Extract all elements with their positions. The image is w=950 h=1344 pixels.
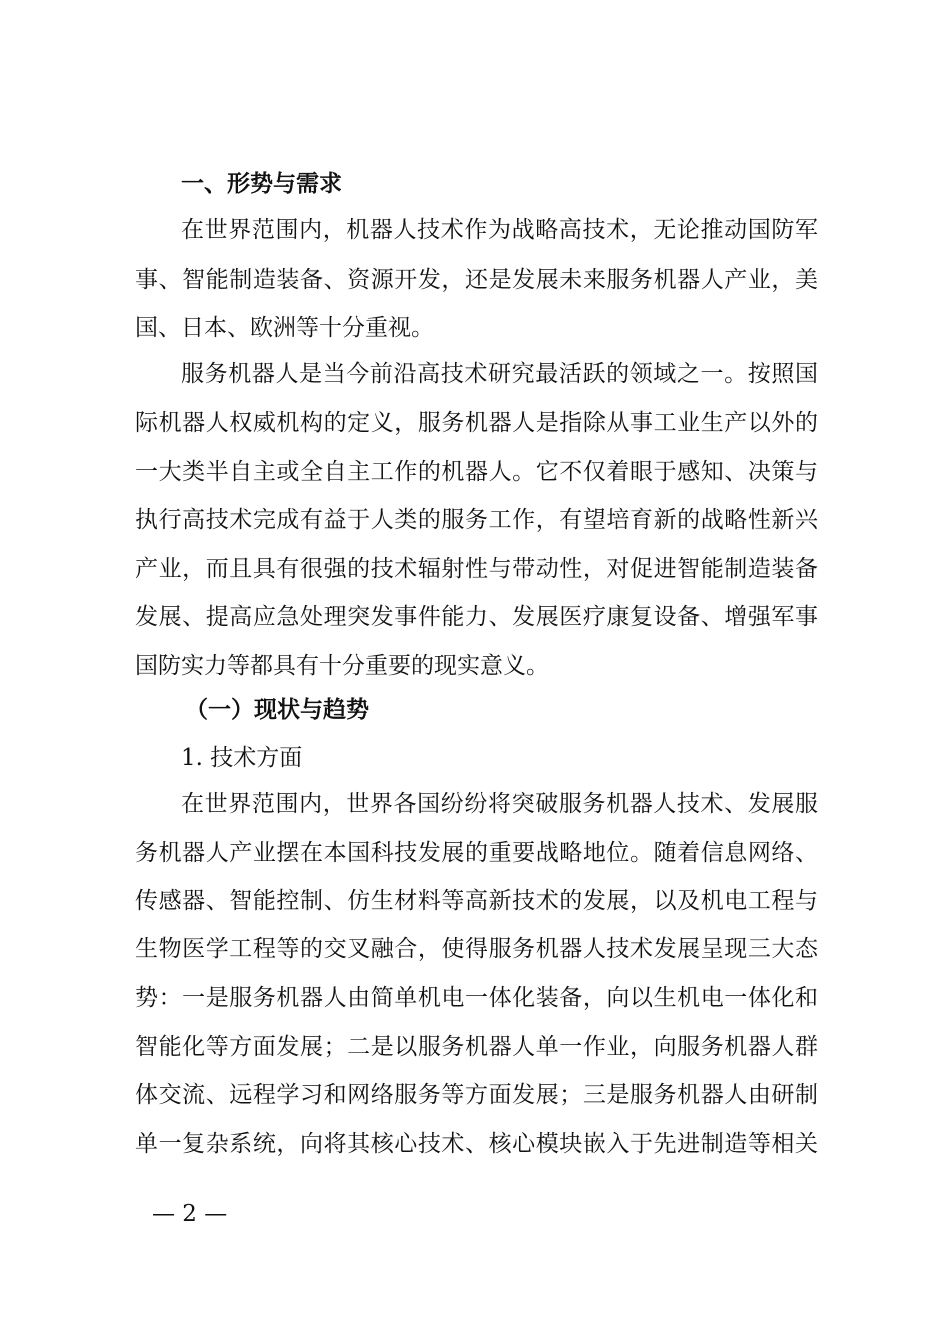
- page-number: — 2 —: [152, 1201, 228, 1227]
- subsubsection-heading: 1. 技术方面: [181, 745, 303, 771]
- paragraph-line: 国、日本、欧洲等十分重视。: [135, 315, 434, 341]
- paragraph-line: 势：一是服务机器人由简单机电一体化装备，向以生机电一体化和: [135, 985, 818, 1011]
- paragraph-line: 务机器人产业摆在本国科技发展的重要战略地位。随着信息网络、: [135, 840, 818, 866]
- paragraph-line: 发展、提高应急处理突发事件能力、发展医疗康复设备、增强军事: [135, 604, 818, 630]
- paragraph-line: 在世界范围内，机器人技术作为战略高技术，无论推动国防军: [181, 217, 818, 243]
- paragraph-line: 生物医学工程等的交叉融合，使得服务机器人技术发展呈现三大态: [135, 936, 818, 962]
- subsection-heading: （一）现状与趋势: [185, 696, 369, 723]
- paragraph-line: 国防实力等都具有十分重要的现实意义。: [135, 653, 549, 679]
- paragraph-line: 传感器、智能控制、仿生材料等高新技术的发展，以及机电工程与: [135, 888, 818, 914]
- paragraph-line: 一大类半自主或全自主工作的机器人。它不仅着眼于感知、决策与: [135, 459, 818, 485]
- paragraph-line: 单一复杂系统，向将其核心技术、核心模块嵌入于先进制造等相关: [135, 1131, 818, 1157]
- paragraph-line: 服务机器人是当今前沿高技术研究最活跃的领域之一。按照国: [181, 361, 818, 387]
- paragraph-line: 执行高技术完成有益于人类的服务工作，有望培育新的战略性新兴: [135, 507, 818, 533]
- paragraph-line: 在世界范围内，世界各国纷纷将突破服务机器人技术、发展服: [181, 791, 818, 817]
- section-heading: 一、形势与需求: [181, 170, 342, 197]
- paragraph-line: 智能化等方面发展；二是以服务机器人单一作业，向服务机器人群: [135, 1034, 818, 1060]
- paragraph-line: 产业，而且具有很强的技术辐射性与带动性，对促进智能制造装备: [135, 556, 818, 582]
- paragraph-line: 体交流、远程学习和网络服务等方面发展；三是服务机器人由研制: [135, 1082, 818, 1108]
- paragraph-line: 事、智能制造装备、资源开发，还是发展未来服务机器人产业，美: [135, 267, 818, 293]
- paragraph-line: 际机器人权威机构的定义，服务机器人是指除从事工业生产以外的: [135, 410, 818, 436]
